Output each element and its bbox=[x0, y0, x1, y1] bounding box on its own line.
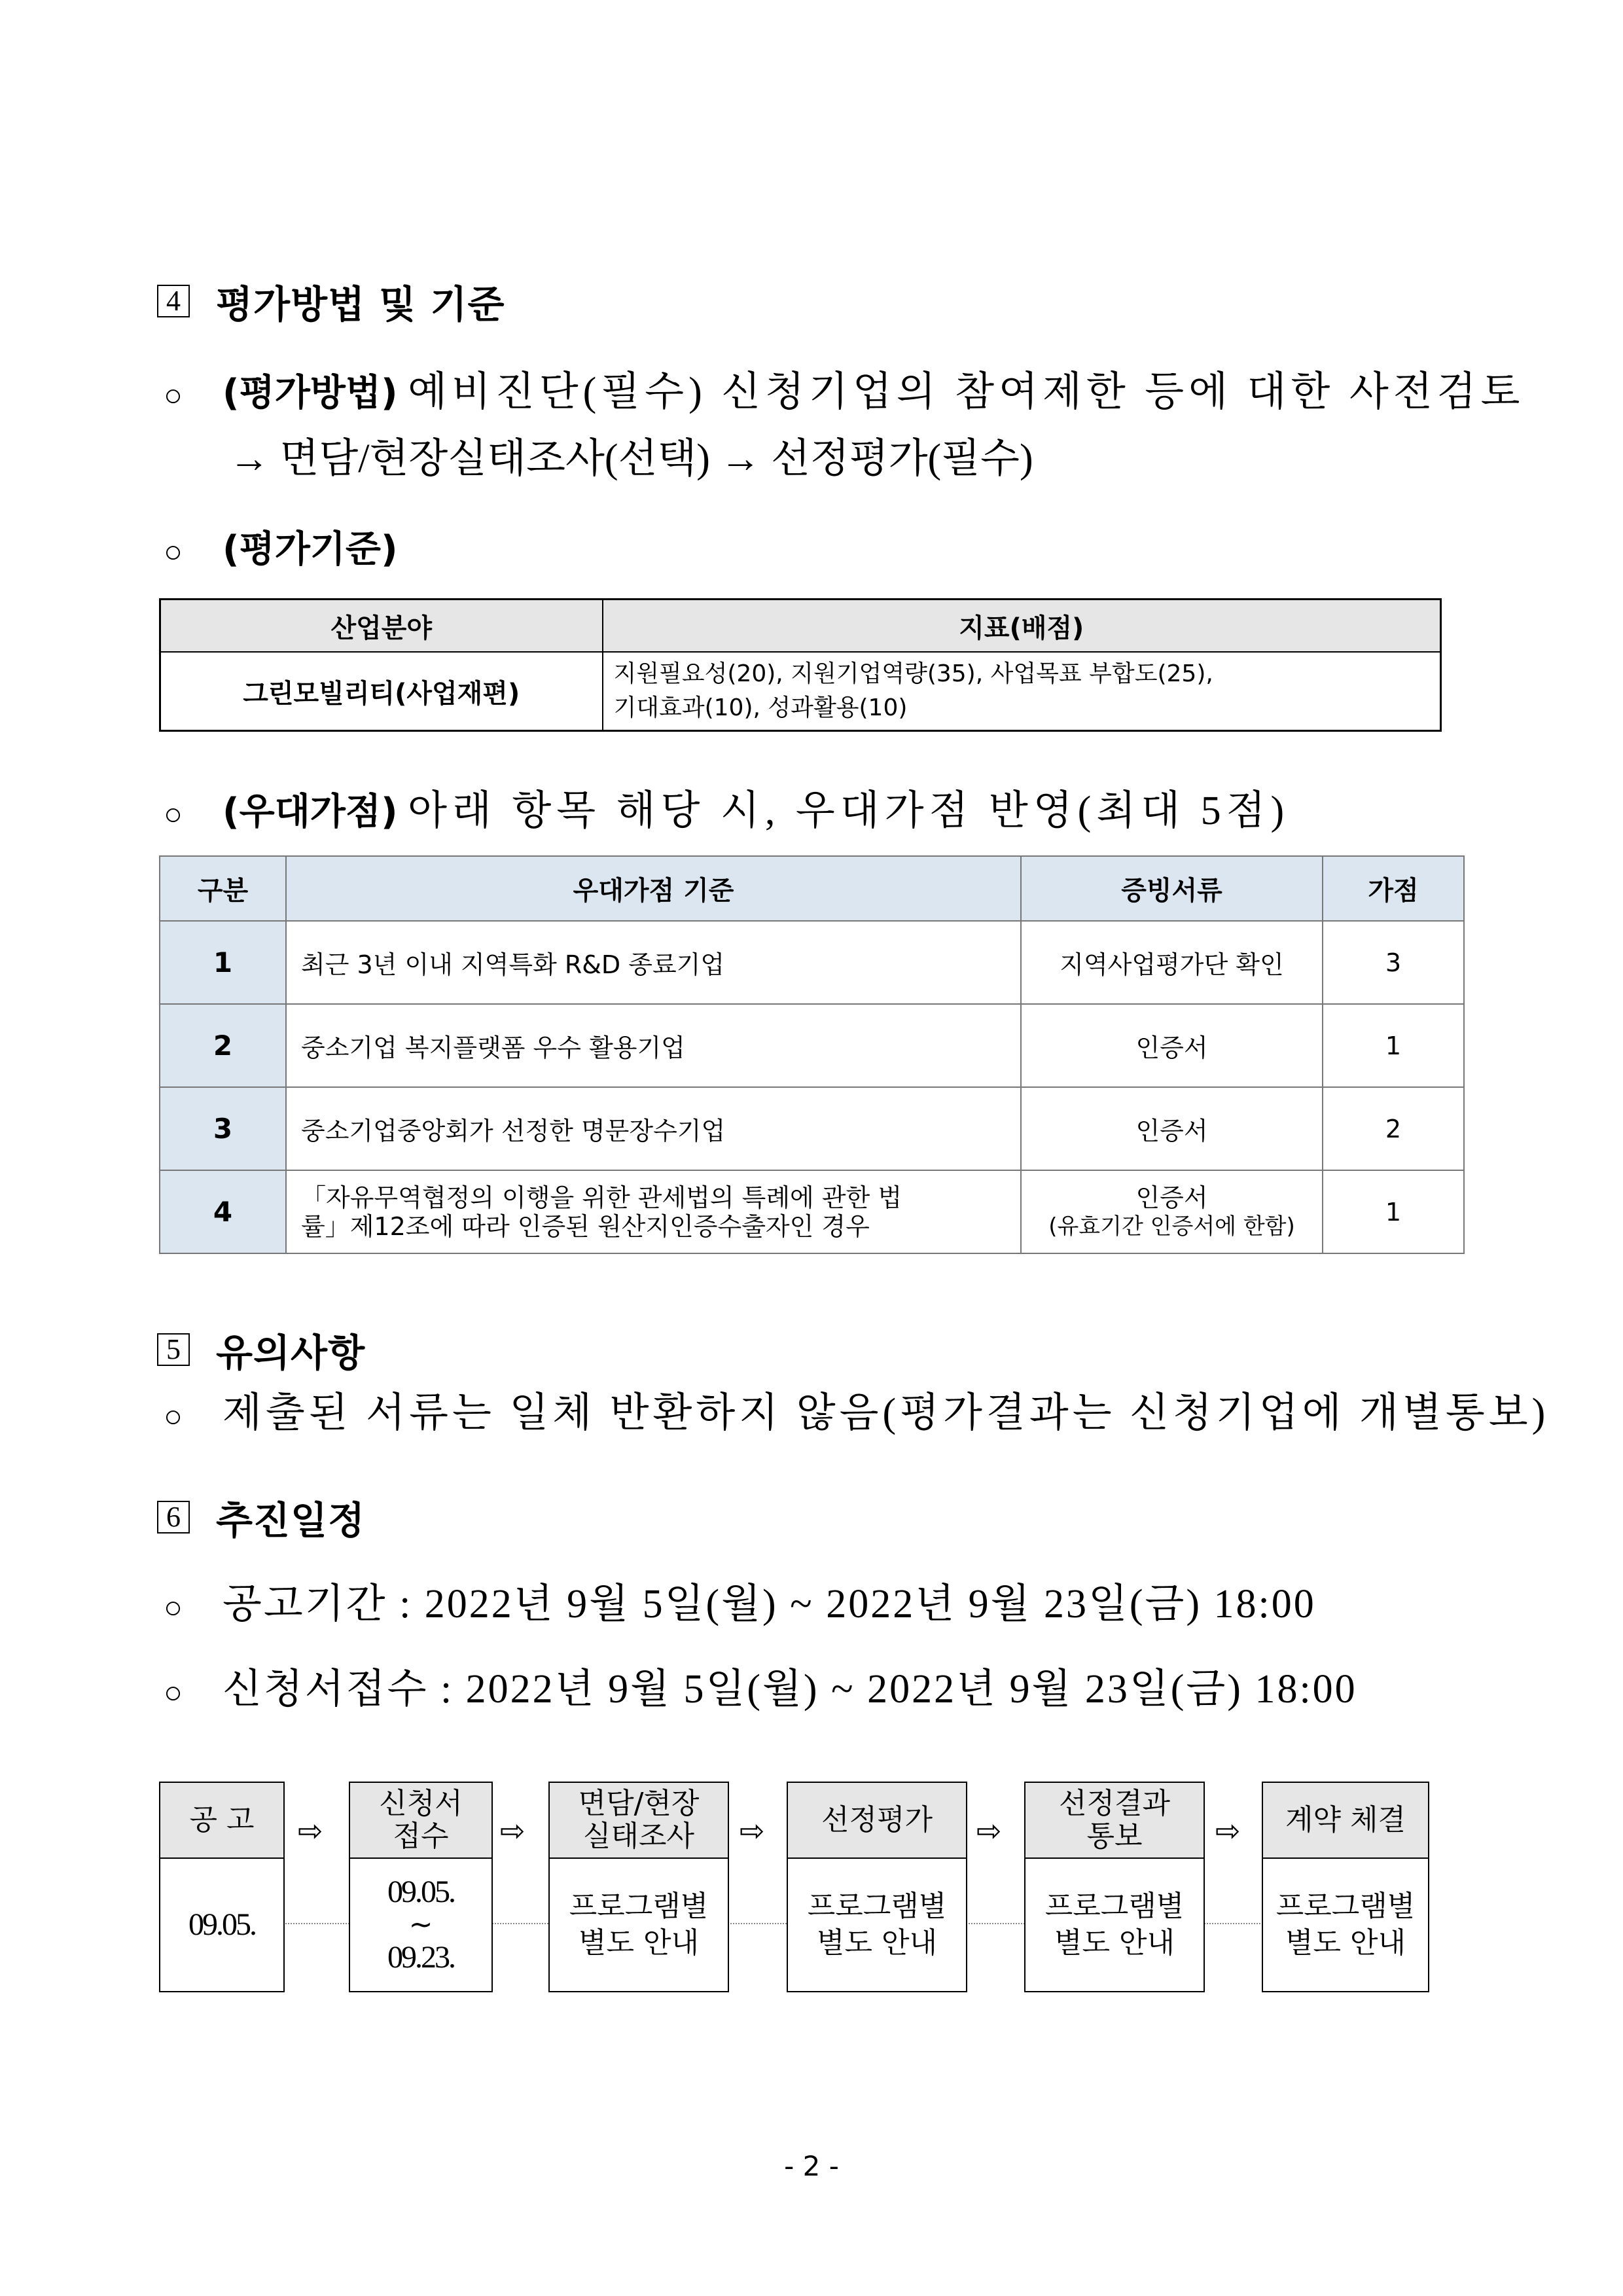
bullet-icon: ○ bbox=[164, 1590, 183, 1626]
doc-note: (유효기간 인증서에 한함) bbox=[1048, 1213, 1295, 1240]
section-6-heading bbox=[157, 1490, 365, 1545]
indicator-line: 기대효과(10), 성과활용(10) bbox=[613, 694, 908, 721]
flow-arrow-icon: ⇨ bbox=[1215, 1813, 1241, 1848]
row-no: 4 bbox=[160, 1170, 286, 1253]
notice-line bbox=[164, 1380, 1549, 1438]
flow-arrow-icon: ⇨ bbox=[740, 1813, 765, 1848]
body-line: 별도 안내 bbox=[578, 1926, 699, 1960]
flow-step-head bbox=[350, 1783, 491, 1859]
eval-criteria-line bbox=[164, 520, 398, 573]
bonus-header-doc: 증빙서류 bbox=[1021, 856, 1323, 921]
criteria-indicator-cell bbox=[603, 652, 1441, 731]
flow-step-contract bbox=[1262, 1782, 1429, 1992]
page-number: - 2 - bbox=[784, 2150, 839, 2182]
row-criteria: 중소기업 복지플랫폼 우수 활용기업 bbox=[286, 1004, 1021, 1087]
flow-step-announce bbox=[159, 1782, 285, 1992]
flow-step-head: 선정평가 bbox=[788, 1783, 966, 1859]
table-row bbox=[160, 1004, 1464, 1087]
flow-step-head bbox=[1026, 1783, 1204, 1859]
row-points: 1 bbox=[1323, 1004, 1464, 1087]
bonus-line bbox=[164, 778, 1289, 836]
section-5-heading bbox=[157, 1322, 365, 1377]
body-line: 프로그램별 bbox=[1275, 1890, 1416, 1923]
flow-date: 09.23. bbox=[387, 1940, 454, 1975]
head-line: 선정결과 bbox=[1058, 1787, 1170, 1820]
flow-tilde: ~ bbox=[408, 1908, 433, 1941]
bonus-header-criteria: 우대가점 기준 bbox=[286, 856, 1021, 921]
flow-step-head bbox=[550, 1783, 728, 1859]
flow-step-body bbox=[788, 1859, 966, 1991]
criteria-header-indicator: 지표(배점) bbox=[603, 600, 1441, 653]
bullet-icon: ○ bbox=[164, 797, 183, 833]
section-title: 추진일정 bbox=[216, 1498, 366, 1543]
bonus-table bbox=[159, 855, 1465, 1254]
bullet-icon: ○ bbox=[164, 378, 183, 414]
doc-line: 인증서 bbox=[1135, 1183, 1208, 1212]
criteria-line: 률」제12조에 따라 인증된 원산지인증수출자인 경우 bbox=[301, 1211, 870, 1241]
flow-step-head: 계약 체결 bbox=[1263, 1783, 1428, 1859]
criteria-field-cell: 그린모빌리티(사업재편) bbox=[160, 652, 603, 731]
notice-text: 제출된 서류는 일체 반환하지 않음(평가결과는 신청기업에 개별통보) bbox=[223, 1391, 1550, 1435]
eval-method-label: (평가방법) bbox=[223, 372, 398, 414]
row-no: 3 bbox=[160, 1087, 286, 1170]
flow-step-body bbox=[1026, 1859, 1204, 1991]
schedule-announce-line bbox=[164, 1571, 1316, 1629]
bullet-icon: ○ bbox=[164, 1399, 183, 1435]
schedule-apply-text: 신청서접수 : 2022년 9월 5일(월) ~ 2022년 9월 23일(금) 18:00 bbox=[223, 1667, 1357, 1712]
head-line: 신청서 bbox=[379, 1787, 463, 1820]
bonus-label: (우대가점) bbox=[223, 791, 398, 833]
flow-step-body bbox=[160, 1859, 283, 1991]
flow-arrow-icon: ⇨ bbox=[976, 1813, 1002, 1848]
flow-arrow-icon: ⇨ bbox=[500, 1813, 526, 1848]
row-no: 2 bbox=[160, 1004, 286, 1087]
body-line: 프로그램별 bbox=[569, 1890, 709, 1923]
section-number-box: 6 bbox=[157, 1501, 190, 1534]
flow-step-notify bbox=[1024, 1782, 1205, 1992]
section-title: 평가방법 및 기준 bbox=[216, 282, 505, 327]
flow-step-interview bbox=[548, 1782, 729, 1992]
table-row bbox=[160, 1170, 1464, 1253]
flow-arrow-icon: ⇨ bbox=[298, 1813, 323, 1848]
row-points: 2 bbox=[1323, 1087, 1464, 1170]
bullet-icon: ○ bbox=[164, 535, 183, 570]
flow-step-body bbox=[1263, 1859, 1428, 1991]
bonus-header-points: 가점 bbox=[1323, 856, 1464, 921]
eval-method-line2: → 면담/현장실태조사(선택) → 선정평가(필수) bbox=[229, 437, 1033, 481]
bullet-icon: ○ bbox=[164, 1676, 183, 1711]
body-line: 별도 안내 bbox=[1054, 1926, 1175, 1960]
head-line: 면담/현장 bbox=[578, 1787, 700, 1820]
row-doc: 지역사업평가단 확인 bbox=[1021, 921, 1323, 1004]
schedule-apply-line bbox=[164, 1656, 1357, 1714]
row-criteria: 최근 3년 이내 지역특화 R&D 종료기업 bbox=[286, 921, 1021, 1004]
bonus-text: 아래 항목 해당 시, 우대가점 반영(최대 5점) bbox=[408, 789, 1290, 833]
section-number-box: 4 bbox=[157, 285, 190, 317]
body-line: 프로그램별 bbox=[807, 1890, 947, 1923]
row-doc: 인증서 bbox=[1021, 1004, 1323, 1087]
section-number-box: 5 bbox=[157, 1333, 190, 1366]
schedule-announce-text: 공고기간 : 2022년 9월 5일(월) ~ 2022년 9월 23일(금) 18:00 bbox=[223, 1582, 1316, 1626]
criteria-line: 「자유무역협정의 이행을 위한 관세법의 특례에 관한 법 bbox=[301, 1183, 902, 1212]
flow-date: 09.05. bbox=[387, 1874, 454, 1909]
body-line: 프로그램별 bbox=[1044, 1890, 1185, 1923]
flow-step-evaluation bbox=[787, 1782, 967, 1992]
row-points: 1 bbox=[1323, 1170, 1464, 1253]
flow-step-head: 공 고 bbox=[160, 1783, 283, 1859]
flow-date: 09.05. bbox=[188, 1907, 255, 1942]
head-line: 통보 bbox=[1086, 1820, 1143, 1853]
row-doc bbox=[1021, 1170, 1323, 1253]
eval-criteria-label: (평가기준) bbox=[223, 528, 398, 571]
table-row bbox=[160, 652, 1441, 731]
body-line: 별도 안내 bbox=[1285, 1926, 1406, 1960]
bonus-header-no: 구분 bbox=[160, 856, 286, 921]
row-doc: 인증서 bbox=[1021, 1087, 1323, 1170]
eval-method-text: 예비진단(필수) 신청기업의 참여제한 등에 대한 사전검토 bbox=[408, 370, 1525, 414]
table-row bbox=[160, 1087, 1464, 1170]
criteria-table bbox=[159, 598, 1442, 732]
indicator-line: 지원필요성(20), 지원기업역량(35), 사업목표 부합도(25), bbox=[613, 660, 1213, 687]
section-4-heading bbox=[157, 274, 505, 329]
criteria-header-field: 산업분야 bbox=[160, 600, 603, 653]
flow-step-body bbox=[350, 1859, 491, 1991]
head-line: 접수 bbox=[393, 1820, 449, 1853]
table-row bbox=[160, 921, 1464, 1004]
section-title: 유의사항 bbox=[216, 1331, 366, 1375]
row-criteria bbox=[286, 1170, 1021, 1253]
eval-method-line bbox=[164, 359, 1524, 417]
row-no: 1 bbox=[160, 921, 286, 1004]
flow-step-apply bbox=[349, 1782, 493, 1992]
body-line: 별도 안내 bbox=[816, 1926, 937, 1960]
head-line: 실태조사 bbox=[582, 1820, 694, 1853]
row-points: 3 bbox=[1323, 921, 1464, 1004]
flow-step-body bbox=[550, 1859, 728, 1991]
row-criteria: 중소기업중앙회가 선정한 명문장수기업 bbox=[286, 1087, 1021, 1170]
